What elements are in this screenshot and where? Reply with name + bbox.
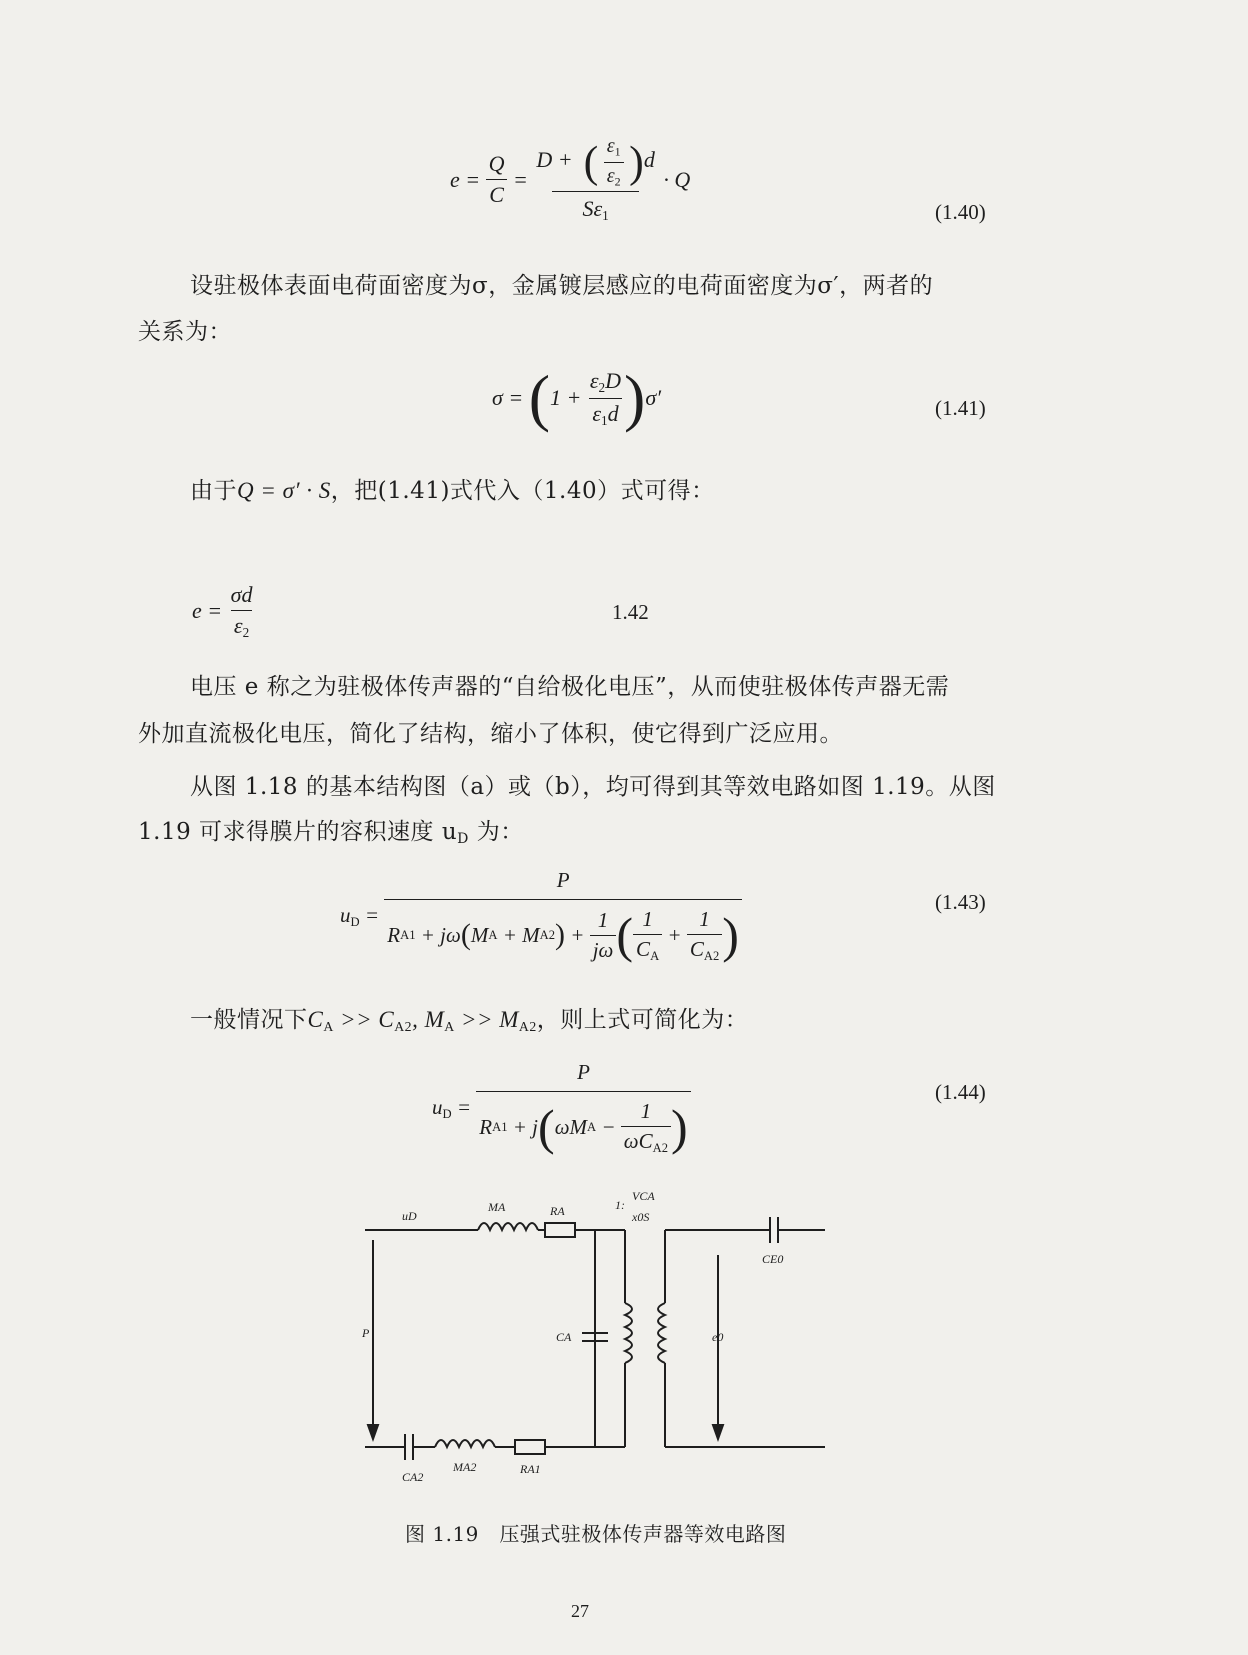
equation-1-40: e = $\frac{Q}{C}$ = D + ( $\frac{\varepsilon_1}{\varepsilon_2}$ )d $S\varepsilon_1$ · Q [450,135,691,224]
paragraph-line: 设驻极体表面电荷面密度为σ，金属镀层感应的电荷面密度为σ′，两者的 [190,273,934,299]
label-ce0: CE0 [762,1252,784,1266]
text-fragment: 1.19 可求得膜片的容积速度 u [138,819,458,845]
label-ud: uD [402,1209,417,1223]
paragraph-line: 关系为： [138,319,232,345]
text-fragment: 由于 [190,478,237,504]
equation-number: (1.43) [935,890,986,914]
label-ratio-den: x0S [632,1210,650,1224]
label-ca2: CA2 [402,1470,424,1484]
equivalent-circuit-figure [350,1185,840,1505]
equation-1-41: σ = ( 1 + $\frac{\varepsilon_2D}{\varepsilon_1d}$ ) σ′ [492,362,662,434]
label-ma: MA [488,1200,506,1214]
transformer-secondary-icon [658,1303,665,1363]
label-ca: CA [556,1330,572,1344]
equation-number: 1.42 [612,600,649,624]
transformer-primary-icon [625,1303,632,1363]
inductor-ma2-icon [435,1440,495,1447]
text-fragment: ，则上式可简化为： [536,1007,749,1033]
paragraph-line: 电压 e 称之为驻极体传声器的“自给极化电压”，从而使驻极体传声器无需 [190,674,950,700]
label-e0: e0 [712,1330,724,1344]
label-ma2: MA2 [453,1460,477,1474]
label-ra: RA [550,1204,565,1218]
figure-caption: 图 1.19 压强式驻极体传声器等效电路图 [405,1522,787,1546]
equation-1-43: $u_D$ = P R A1 + jω ( M A + M A2 ) + $\frac{1}{j\omega}$ ( $\frac{1}{C_A}$ + $\frac{1}{C_{A2}}$ ) [340,868,742,964]
paragraph-line: 外加直流极化电压，简化了结构，缩小了体积，使它得到广泛应用。 [138,721,843,747]
inductor-ma-icon [478,1223,538,1230]
equation-number: (1.41) [935,396,986,420]
text-fragment: D [457,831,469,847]
equation-1-44: $u_D$ = P R A1 + j ( ωM A − $\frac{1}{\omega C_{A2}}$ ) [432,1060,691,1156]
paragraph-line [138,818,524,853]
text-fragment: ，把(1.41)式代入（1.40）式可得： [330,478,715,504]
paragraph-line: 由于Q = σ′ · S，把(1.41)式代入（1.40）式可得： [190,478,715,504]
page-number: 27 [571,1601,589,1621]
label-ratio-num: VCA [632,1189,655,1203]
text-fragment: 一般情况下 [190,1007,308,1033]
resistor-ra1-icon [515,1440,545,1454]
equation-1-42: e = $\frac{\sigma d}{\varepsilon_2}$ [192,582,253,640]
paragraph-line: 从图 1.18 的基本结构图（a）或（b），均可得到其等效电路如图 1.19。从图 [190,774,996,800]
text-fragment: 为： [468,819,524,845]
label-ra1: RA1 [520,1462,541,1476]
resistor-ra-icon [545,1223,575,1237]
paragraph-line: 一般情况下$C_A >> C_{A2}$, $M_A >> M_{A2}$，则上式可简化为： [190,1007,749,1035]
equation-number: (1.44) [935,1080,986,1104]
equation-number: (1.40) [935,200,986,224]
label-ratio: 1: [615,1198,625,1212]
label-p: P [362,1326,370,1340]
